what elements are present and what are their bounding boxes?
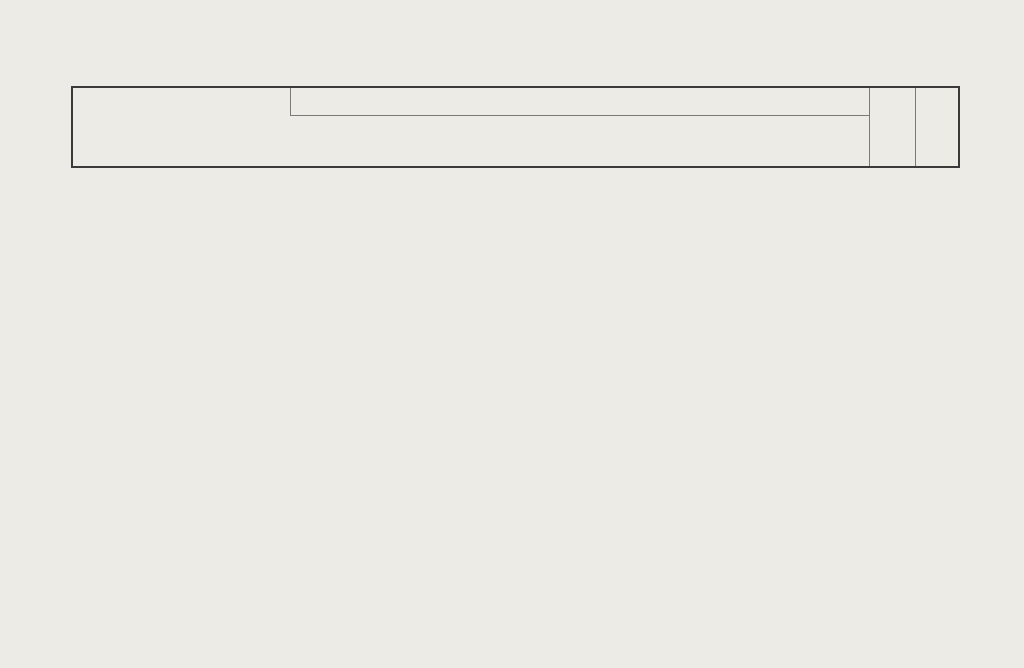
deaths-header xyxy=(916,87,959,167)
disease-header xyxy=(72,87,290,167)
infectious-diseases-table xyxy=(71,86,960,580)
total-header xyxy=(870,87,916,167)
age-group-header xyxy=(290,87,870,115)
